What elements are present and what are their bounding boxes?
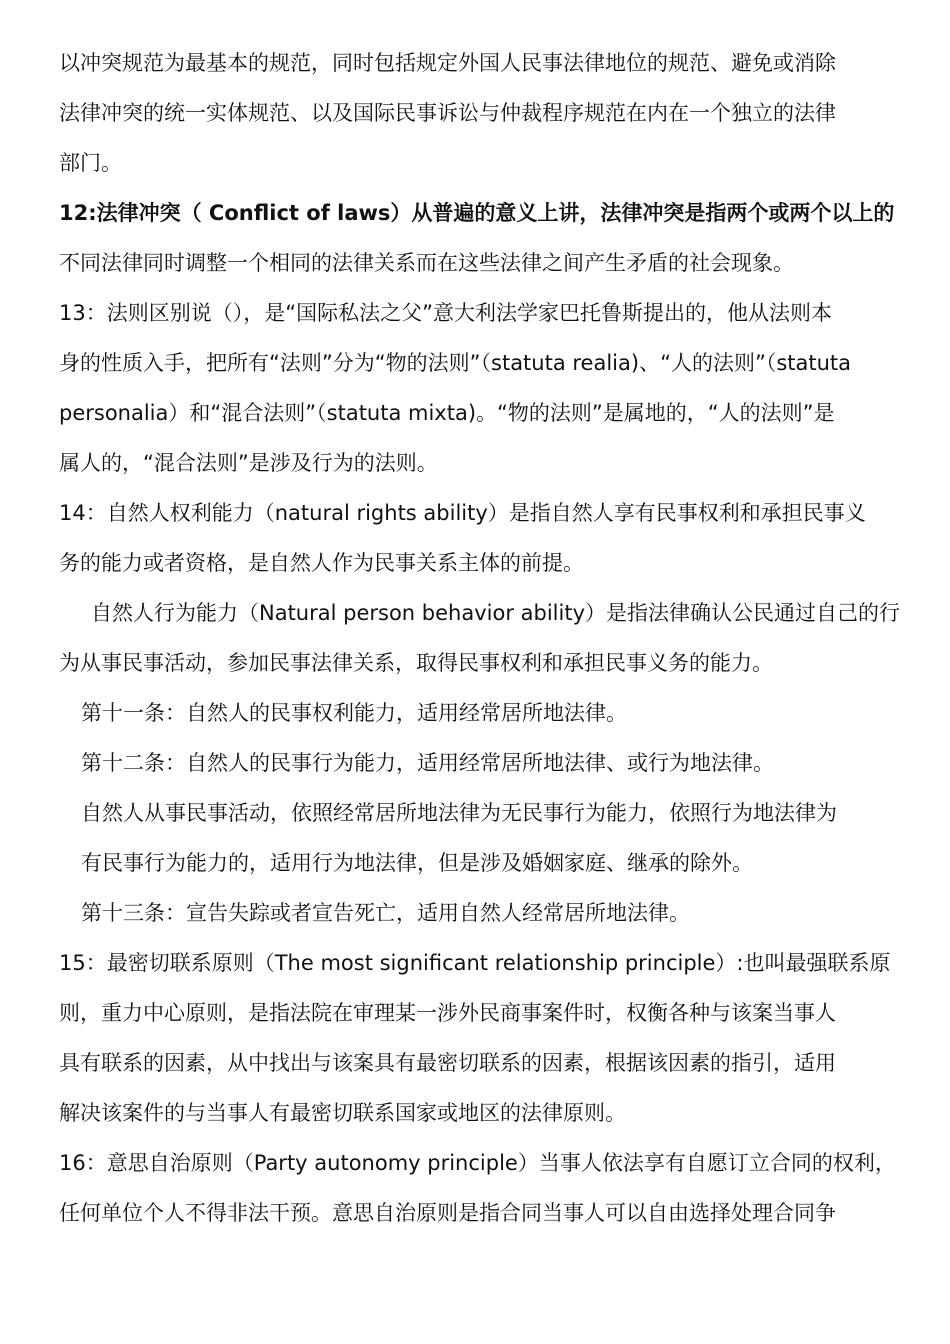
text-line: personalia）和“混合法则”（statuta mixta)。“物的法则”是属地的，“人的法则”是 — [59, 401, 835, 425]
article-11: 第十一条：自然人的民事权利能力，适用经常居所地法律。 — [81, 701, 627, 725]
text-line: 不同法律同时调整一个相同的法律关系而在这些法律之间产生矛盾的社会现象。 — [59, 251, 794, 275]
text-line: 解决该案件的与当事人有最密切联系国家或地区的法律原则。 — [59, 1101, 626, 1125]
text-line: 则，重力中心原则，是指法院在审理某一涉外民商事案件时，权衡各种与该案当事人 — [59, 1001, 836, 1025]
text-line: 任何单位个人不得非法干预。意思自治原则是指合同当事人可以自由选择处理合同争 — [59, 1201, 836, 1225]
article-13: 第十三条：宣告失踪或者宣告死亡，适用自然人经常居所地法律。 — [81, 901, 690, 925]
text-line: 为从事民事活动，参加民事法律关系，取得民事权利和承担民事义务的能力。 — [59, 651, 773, 675]
article-12: 第十二条：自然人的民事行为能力，适用经常居所地法律、或行为地法律。 — [81, 751, 774, 775]
term-heading-15: 15：最密切联系原则（The most significant relationship principle）:也叫最强联系原 — [59, 951, 891, 975]
text-line: 有民事行为能力的，适用行为地法律，但是涉及婚姻家庭、继承的除外。 — [81, 851, 753, 875]
term-heading-16: 16：意思自治原则（Party autonomy principle）当事人依法享有自愿订立合同的权利， — [59, 1151, 896, 1175]
term-heading-12: 12:法律冲突（ Conflict of laws）从普遍的意义上讲，法律冲突是指两个或两个以上的 — [59, 201, 895, 225]
text-line: 身的性质入手，把所有“法则”分为“物的法则”（statuta realia)、“人的法则”（statuta — [59, 351, 852, 375]
text-line: 具有联系的因素，从中找出与该案具有最密切联系的因素，根据该因素的指引，适用 — [59, 1051, 836, 1075]
text-line: 属人的，“混合法则”是涉及行为的法则。 — [59, 451, 438, 475]
text-line: 部门。 — [59, 151, 122, 175]
term-heading-13: 13：法则区别说（），是“国际私法之父”意大利法学家巴托鲁斯提出的，他从法则本 — [59, 301, 832, 325]
text-line: 务的能力或者资格，是自然人作为民事关系主体的前提。 — [59, 551, 584, 575]
text-line: 法律冲突的统一实体规范、以及国际民事诉讼与仲裁程序规范在内在一个独立的法律 — [59, 101, 836, 125]
text-line: 以冲突规范为最基本的规范，同时包括规定外国人民事法律地位的规范、避免或消除 — [59, 51, 836, 75]
paragraph-indented: 自然人行为能力（Natural person behavior ability）是指法律确认公民通过自己的行 — [91, 601, 901, 625]
term-heading-14: 14：自然人权利能力（natural rights ability）是指自然人享有民事权利和承担民事义 — [59, 501, 866, 525]
text-line: 自然人从事民事活动，依照经常居所地法律为无民事行为能力，依照行为地法律为 — [81, 801, 837, 825]
